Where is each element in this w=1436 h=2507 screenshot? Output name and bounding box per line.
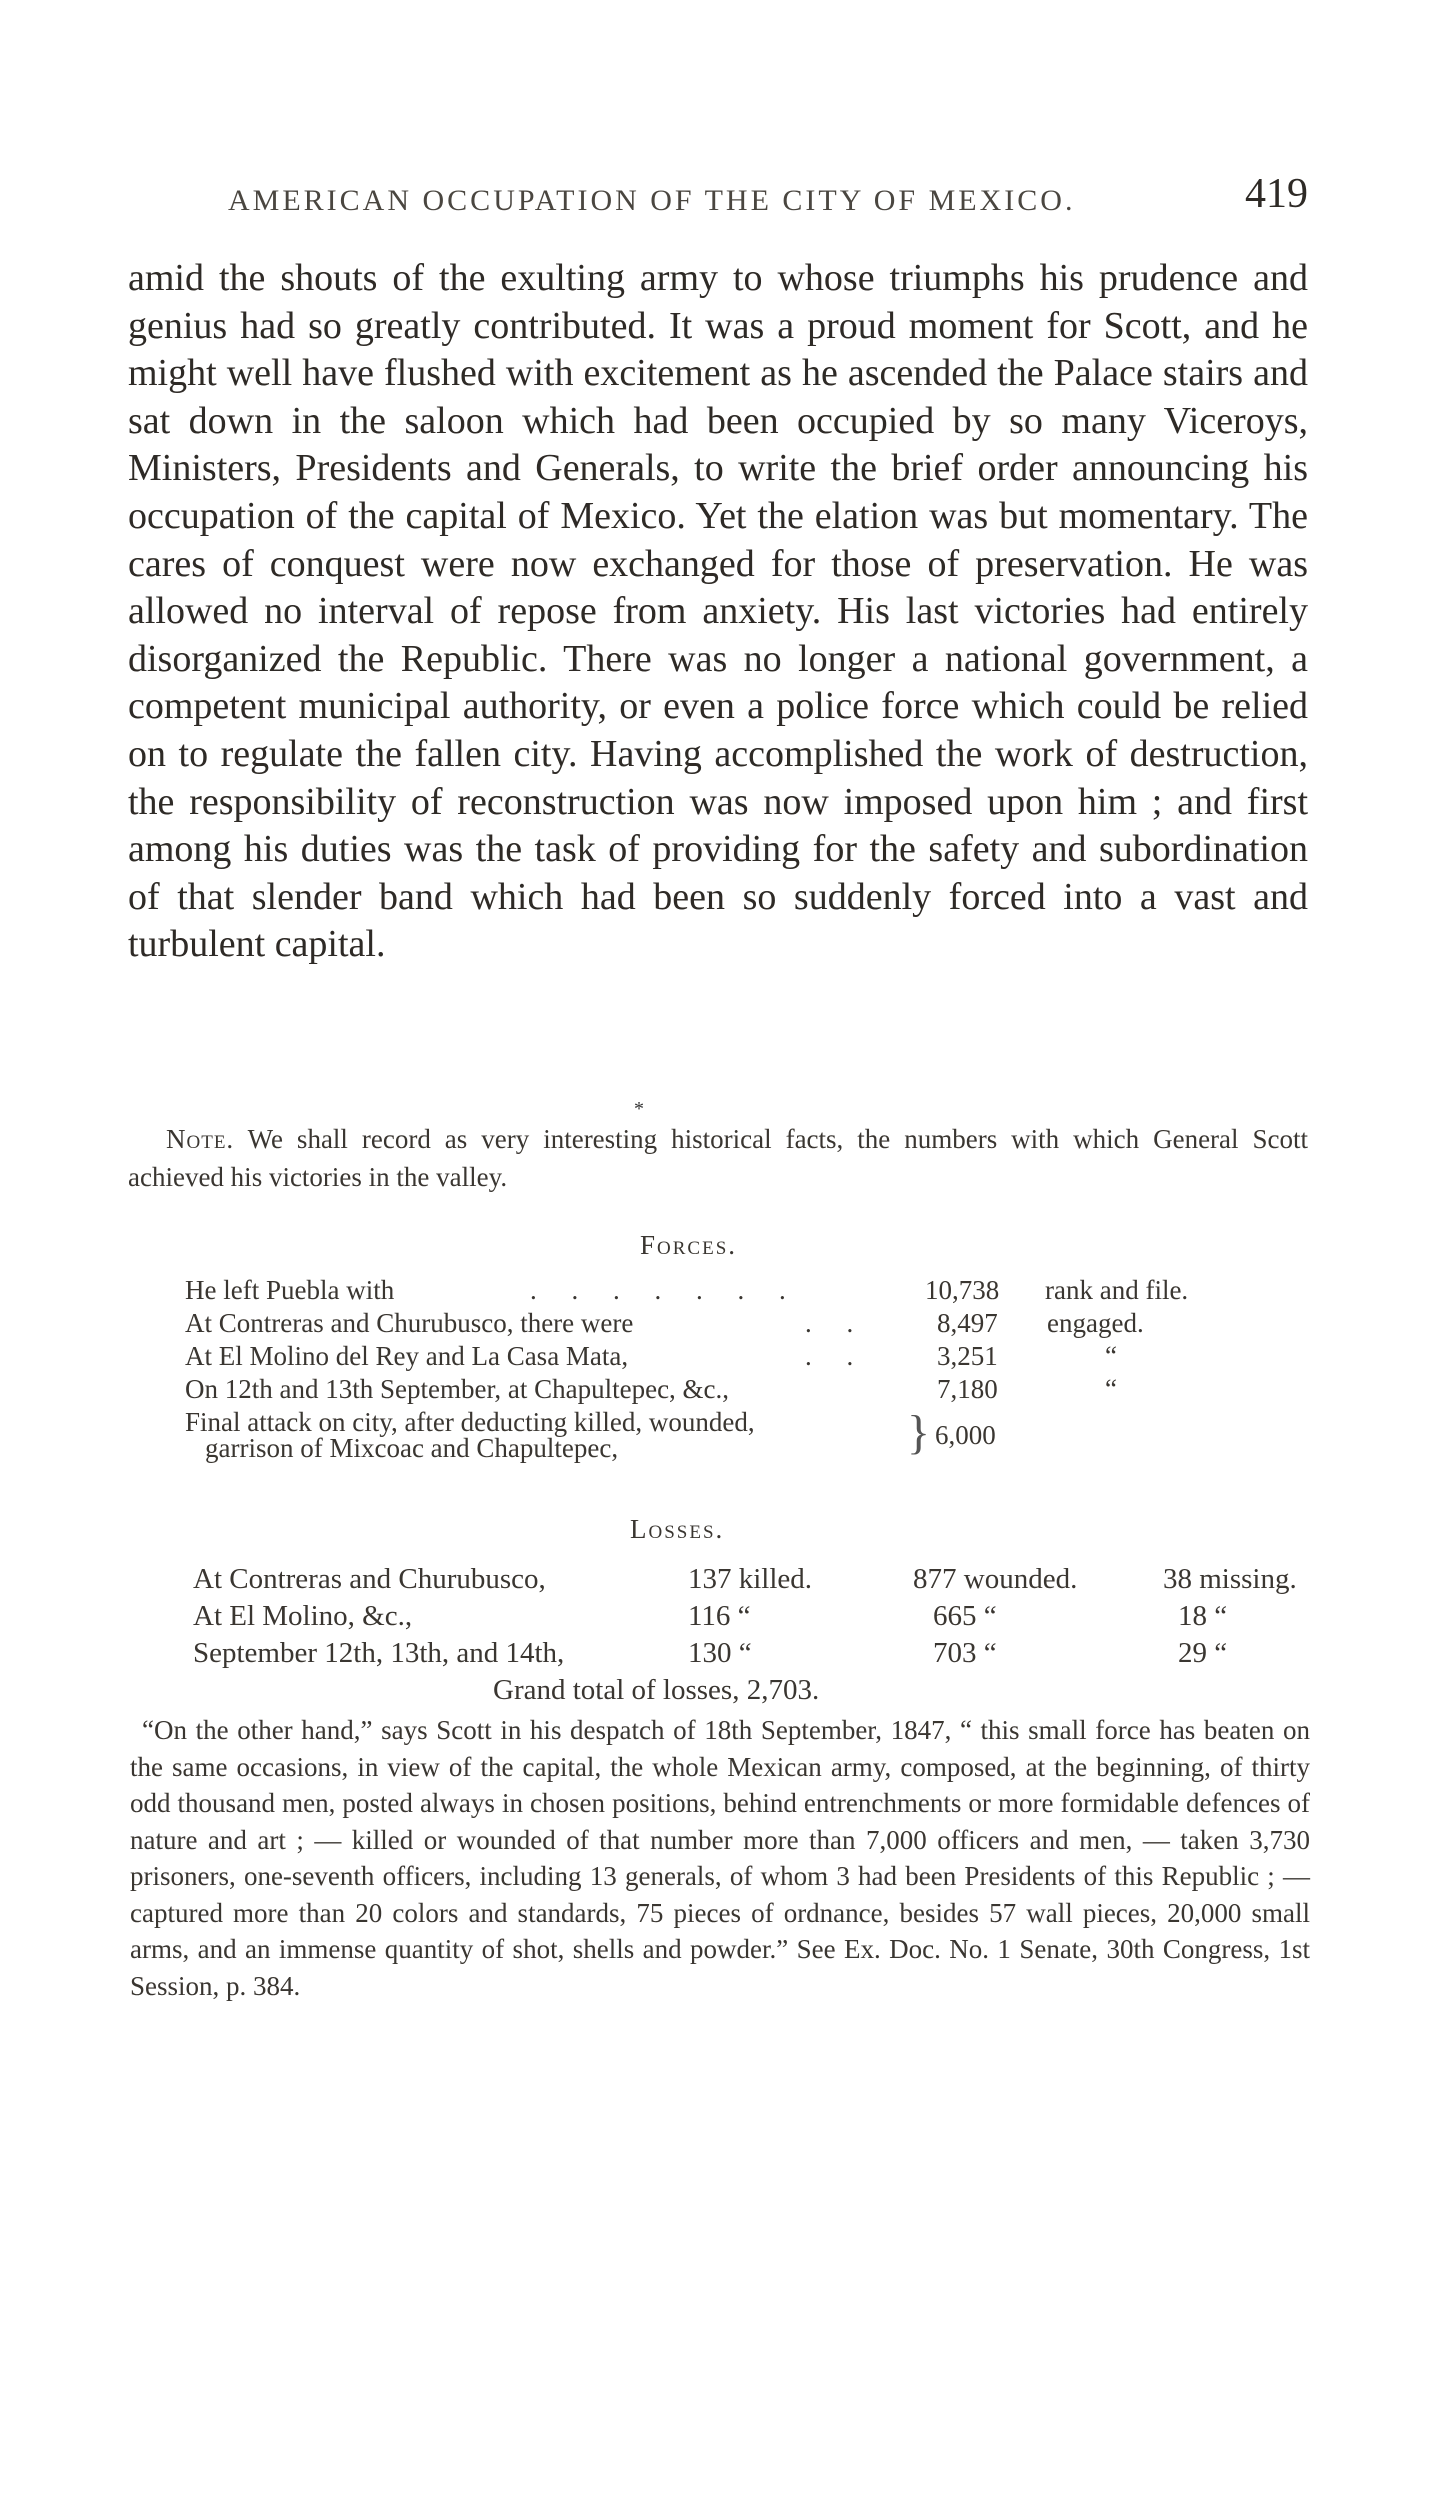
final-line-1: Final attack on city, after deducting killed, wounded, — [185, 1407, 755, 1437]
forces-row — [185, 1374, 1305, 1407]
forces-label: He left Puebla with — [185, 1275, 395, 1305]
loss-missing: 29 “ — [1178, 1637, 1228, 1669]
loss-wounded: 703 “ — [933, 1637, 997, 1669]
loss-wounded: 665 “ — [933, 1600, 997, 1632]
loss-killed: 116 “ — [688, 1600, 751, 1632]
forces-suffix: “ — [1105, 1374, 1117, 1404]
forces-row — [185, 1308, 1305, 1341]
final-value: 6,000 — [935, 1420, 996, 1450]
loss-place: At El Molino, &c., — [193, 1600, 413, 1632]
paragraph-text: amid the shouts of the exulting army to whose triumphs his prudence and genius had so greatly contributed. It was a proud moment for Scott, and he might well have flushed with excitement as he ascended the Palace stairs and sat down in the saloon which had been occupied by so many Viceroys, Ministers, Presidents and Generals, to write the brief order announcing his occupation of the capital of Mexico. Yet the elation was but momentary. The cares of conquest were now exchanged for those of preservation. He was allowed no interval of repose from anxiety. His last victories had entirely disorganized the Republic. There was no longer a national government, a competent municipal authority, or even a police force which could be relied on to regulate the fallen city. Having accomplished the work of destruction, the responsibility of reconstruction was now imposed upon him ; and first among his duties was the task of providing for the safety and subordination of that slender band which had been so suddenly forced into a vast and turbulent capital. — [128, 257, 1308, 966]
forces-label: At El Molino del Rey and La Casa Mata, — [185, 1341, 629, 1371]
forces-suffix: rank and file. — [1045, 1275, 1189, 1305]
forces-suffix: “ — [1105, 1341, 1117, 1371]
loss-missing: 38 missing. — [1163, 1563, 1297, 1595]
running-head — [228, 170, 1308, 230]
loss-killed: 130 “ — [688, 1637, 752, 1669]
forces-value: 3,251 — [937, 1341, 998, 1371]
running-title: AMERICAN OCCUPATION OF THE CITY OF MEXICO. — [228, 184, 1076, 217]
loss-killed: 137 killed. — [688, 1563, 813, 1595]
scott-quotation — [130, 1712, 1310, 2004]
losses-heading: Losses. — [630, 1514, 725, 1544]
main-paragraph — [128, 255, 1308, 969]
forces-value: 7,180 — [937, 1374, 998, 1404]
losses-row — [193, 1600, 1323, 1637]
leader-dots: . . . . . . . — [530, 1275, 800, 1305]
brace-mark: } — [907, 1406, 931, 1459]
forces-suffix: engaged. — [1047, 1308, 1144, 1338]
forces-label: On 12th and 13th September, at Chapultepec, &c., — [185, 1374, 730, 1404]
forces-value: 8,497 — [937, 1308, 998, 1338]
final-line-2: garrison of Mixcoac and Chapultepec, — [205, 1433, 619, 1463]
forces-label: At Contreras and Churubusco, there were — [185, 1308, 634, 1338]
leader-dots: . . — [805, 1341, 868, 1371]
losses-row — [193, 1637, 1323, 1674]
losses-table — [193, 1563, 1323, 1706]
loss-missing: 18 “ — [1178, 1600, 1228, 1632]
leader-dots: . . — [805, 1308, 868, 1338]
forces-value: 10,738 — [925, 1275, 1000, 1305]
note-lead: Note. — [166, 1124, 235, 1154]
forces-row — [185, 1341, 1305, 1374]
forces-final-row — [185, 1407, 1305, 1477]
page-number: 419 — [1245, 171, 1308, 217]
loss-wounded: 877 wounded. — [913, 1563, 1078, 1595]
quotation-text: “On the other hand,” says Scott in his despatch of 18th September, 1847, “ this small force has beaten on the same occasions, in view of the capital, the whole Mexican army, composed, at the beginning, of thirty odd thousand men, posted always in chosen positions, behind entrenchments or more formidable defences of nature and art ; — killed or wounded of that number more than 7,000 officers and men, — taken 3,730 prisoners, one-seventh officers, including 13 generals, of whom 3 had been Presidents of this Republic ; — captured more than 20 colors and standards, 75 pieces of ordnance, besides 57 wall pieces, 20,000 small arms, and an immense quantity of shot, shells and powder.” See Ex. Doc. No. 1 Senate, 30th Congress, 1st Session, p. 384. — [130, 1715, 1310, 2001]
loss-place: At Contreras and Churubusco, — [193, 1563, 546, 1595]
note-marker: * — [634, 1098, 644, 1120]
note-text: We shall record as very interesting historical facts, the numbers with which General Scott achieved his victories in the valley. — [128, 1124, 1308, 1192]
forces-heading: Forces. — [640, 1230, 738, 1260]
losses-row — [193, 1563, 1323, 1600]
footnote — [128, 1120, 1308, 1196]
grand-total: Grand total of losses, 2,703. — [493, 1674, 820, 1706]
forces-table — [185, 1275, 1305, 1477]
forces-row — [185, 1275, 1305, 1308]
loss-place: September 12th, 13th, and 14th, — [193, 1637, 565, 1669]
